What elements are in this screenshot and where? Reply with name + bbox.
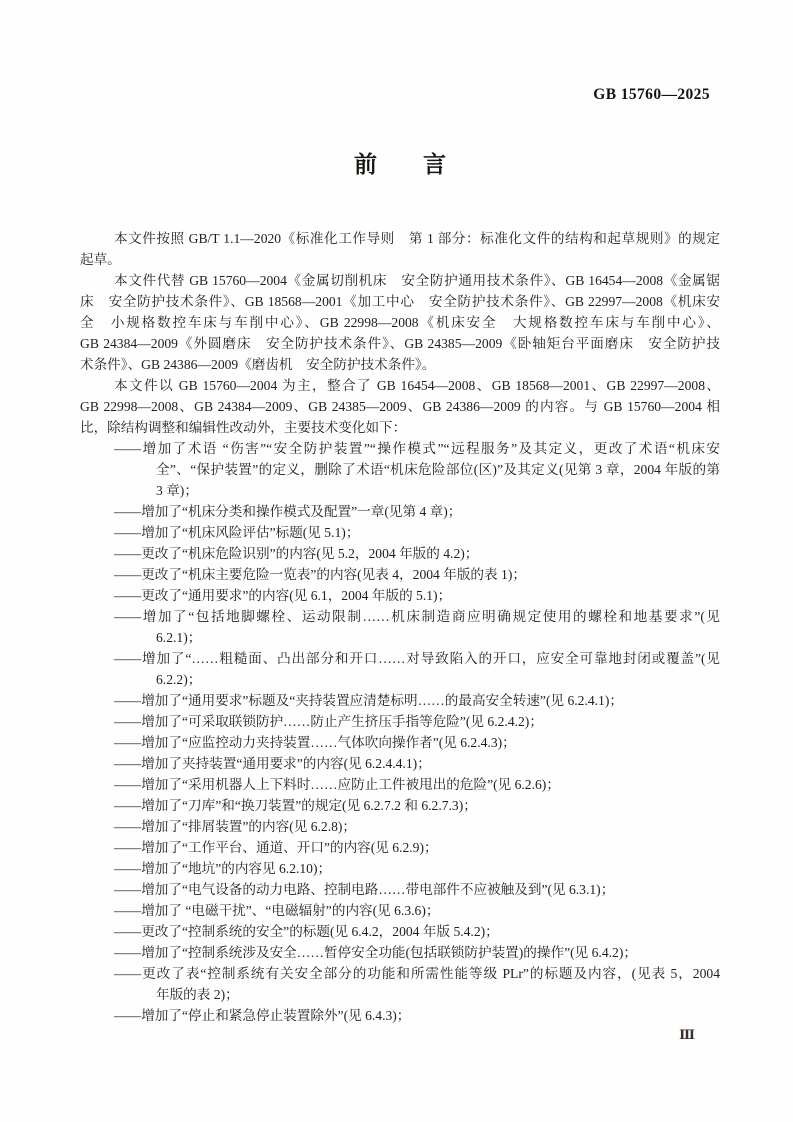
text-line: ——更改了表“控制系统有关安全部分的功能和所需性能等级 PLr”的标题及内容，(见表 5，2004 (114, 966, 720, 981)
paragraph (80, 270, 720, 375)
paragraph (80, 228, 720, 270)
change-list-item (80, 501, 720, 522)
change-list-item (80, 837, 720, 858)
page-number: Ⅲ (679, 1027, 695, 1042)
text-line: ——增加了“排屑装置”的内容(见 6.2.8)； (114, 819, 357, 834)
change-list-item (80, 543, 720, 564)
text-line: GB 22998—2008、GB 24384—2009、GB 24385—2009、GB 24386—2009 的内容。与 GB 15760—2004 相 (80, 399, 720, 414)
text-line: 6.2.1)； (156, 630, 202, 645)
text-line: ——更改了“机床主要危险一览表”的内容(见表 4，2004 年版的表 1)； (114, 567, 526, 582)
text-line: ——增加了 “电磁干扰”、“电磁辐射”的内容(见 6.3.6)； (114, 903, 440, 918)
text-line: 本文件代替 GB 15760—2004《金属切削机床 安全防护通用技术条件》、GB 16454—2008《金属锯 (114, 273, 720, 288)
change-list-item (80, 606, 720, 648)
standard-code: GB 15760—2025 (593, 86, 710, 103)
change-list-item (80, 795, 720, 816)
change-list-item (80, 690, 720, 711)
text-line: ——增加了术语 “伤害”“安全防护装置”“操作模式”“远程服务”及其定义，更改了术语“机床安 (114, 441, 720, 456)
change-list-item (80, 858, 720, 879)
text-line: ——增加了“机床风险评估”标题(见 5.1)； (114, 525, 360, 540)
text-line: ——增加了“刀库”和“换刀装置”的规定(见 6.2.7.2 和 6.2.7.3)； (114, 798, 477, 813)
text-line: 术条件》、GB 24386—2009《磨齿机 安全防护技术条件》。 (80, 357, 436, 372)
text-line: 床 安全防护技术条件》、GB 18568—2001《加工中心 安全防护技术条件》、GB 22997—2008《机床安 (80, 294, 720, 309)
text-line: 3 章)； (156, 483, 198, 498)
change-list-item (80, 774, 720, 795)
text-line: 全 小规格数控车床与车削中心》、GB 22998—2008《机床安全 大规格数控车床与车削中心》、 (80, 315, 720, 330)
text-line: ——增加了“控制系统涉及安全……暂停安全功能(包括联锁防护装置)的操作”(见 6.4.2)； (114, 945, 637, 960)
paragraph (80, 375, 720, 438)
change-list-item (80, 585, 720, 606)
text-line: ——增加了“采用机器人上下料时……应防止工件被甩出的危险”(见 6.2.6)； (114, 777, 560, 792)
text-line: ——更改了“通用要求”的内容(见 6.1，2004 年版的 5.1)； (114, 588, 452, 603)
change-list-item (80, 879, 720, 900)
text-line: 全”、“保护装置”的定义，删除了术语“机床危险部位(区)”及其定义(见第 3 章，2004 年版的第 (156, 462, 720, 477)
change-list-item (80, 753, 720, 774)
text-line: ——增加了“包括地脚螺栓、运动限制……机床制造商应明确规定使用的螺栓和地基要求”(见 (114, 609, 720, 624)
text-line: 起草。 (80, 252, 121, 267)
text-line: ——增加了“通用要求”标题及“夹持装置应清楚标明……的最高安全转速”(见 6.2.4.1)； (114, 693, 623, 708)
text-line: ——增加了“停止和紧急停止装置除外”(见 6.4.3)； (114, 1008, 411, 1023)
change-list-item (80, 648, 720, 690)
change-list-item (80, 942, 720, 963)
change-list-item (80, 1005, 720, 1026)
text-line: 年版的表 2)； (156, 987, 239, 1002)
document-body (80, 228, 720, 1026)
text-line: ——增加了“应监控动力夹持装置……气体吹向操作者”(见 6.2.4.3)； (114, 735, 516, 750)
text-line: GB 24384—2009《外圆磨床 安全防护技术条件》、GB 24385—2009《卧轴矩台平面磨床 安全防护技 (80, 336, 720, 351)
page-title: 前 言 (354, 152, 446, 177)
change-list-item (80, 963, 720, 1005)
text-line: ——增加了“地坑”的内容见 6.2.10)； (114, 861, 332, 876)
text-line: 本文件按照 GB/T 1.1—2020《标准化工作导则 第 1 部分：标准化文件的结构和起草规则》的规定 (114, 231, 720, 246)
text-line: ——增加了“……粗糙面、凸出部分和开口……对导致陷入的开口，应安全可靠地封闭或覆盖”(见 (114, 651, 720, 666)
text-line: ——更改了“机床危险识别”的内容(见 5.2，2004 年版的 4.2)； (114, 546, 479, 561)
text-line: ——更改了“控制系统的安全”的标题(见 6.4.2，2004 年版 5.4.2)； (114, 924, 499, 939)
change-list-item (80, 921, 720, 942)
text-line: ——增加了“可采取联锁防护……防止产生挤压手指等危险”(见 6.2.4.2)； (114, 714, 543, 729)
change-list-item (80, 438, 720, 501)
text-line: 本文件以 GB 15760—2004 为主，整合了 GB 16454—2008、GB 18568—2001、GB 22997—2008、 (114, 378, 720, 393)
text-line: ——增加了“工作平台、通道、开口”的内容(见 6.2.9)； (114, 840, 438, 855)
change-list-item (80, 816, 720, 837)
text-line: ——增加了“机床分类和操作模式及配置”一章(见第 4 章)； (114, 504, 462, 519)
text-line: 比，除结构调整和编辑性改动外，主要技术变化如下： (80, 420, 407, 435)
text-line: ——增加了夹持装置“通用要求”的内容(见 6.2.4.4.1)； (114, 756, 431, 771)
change-list-item (80, 711, 720, 732)
change-list-item (80, 522, 720, 543)
change-list-item (80, 564, 720, 585)
text-line: ——增加了“电气设备的动力电路、控制电路……带电部件不应被触及到”(见 6.3.1)； (114, 882, 615, 897)
change-list-item (80, 900, 720, 921)
change-list-item (80, 732, 720, 753)
text-line: 6.2.2)； (156, 672, 202, 687)
